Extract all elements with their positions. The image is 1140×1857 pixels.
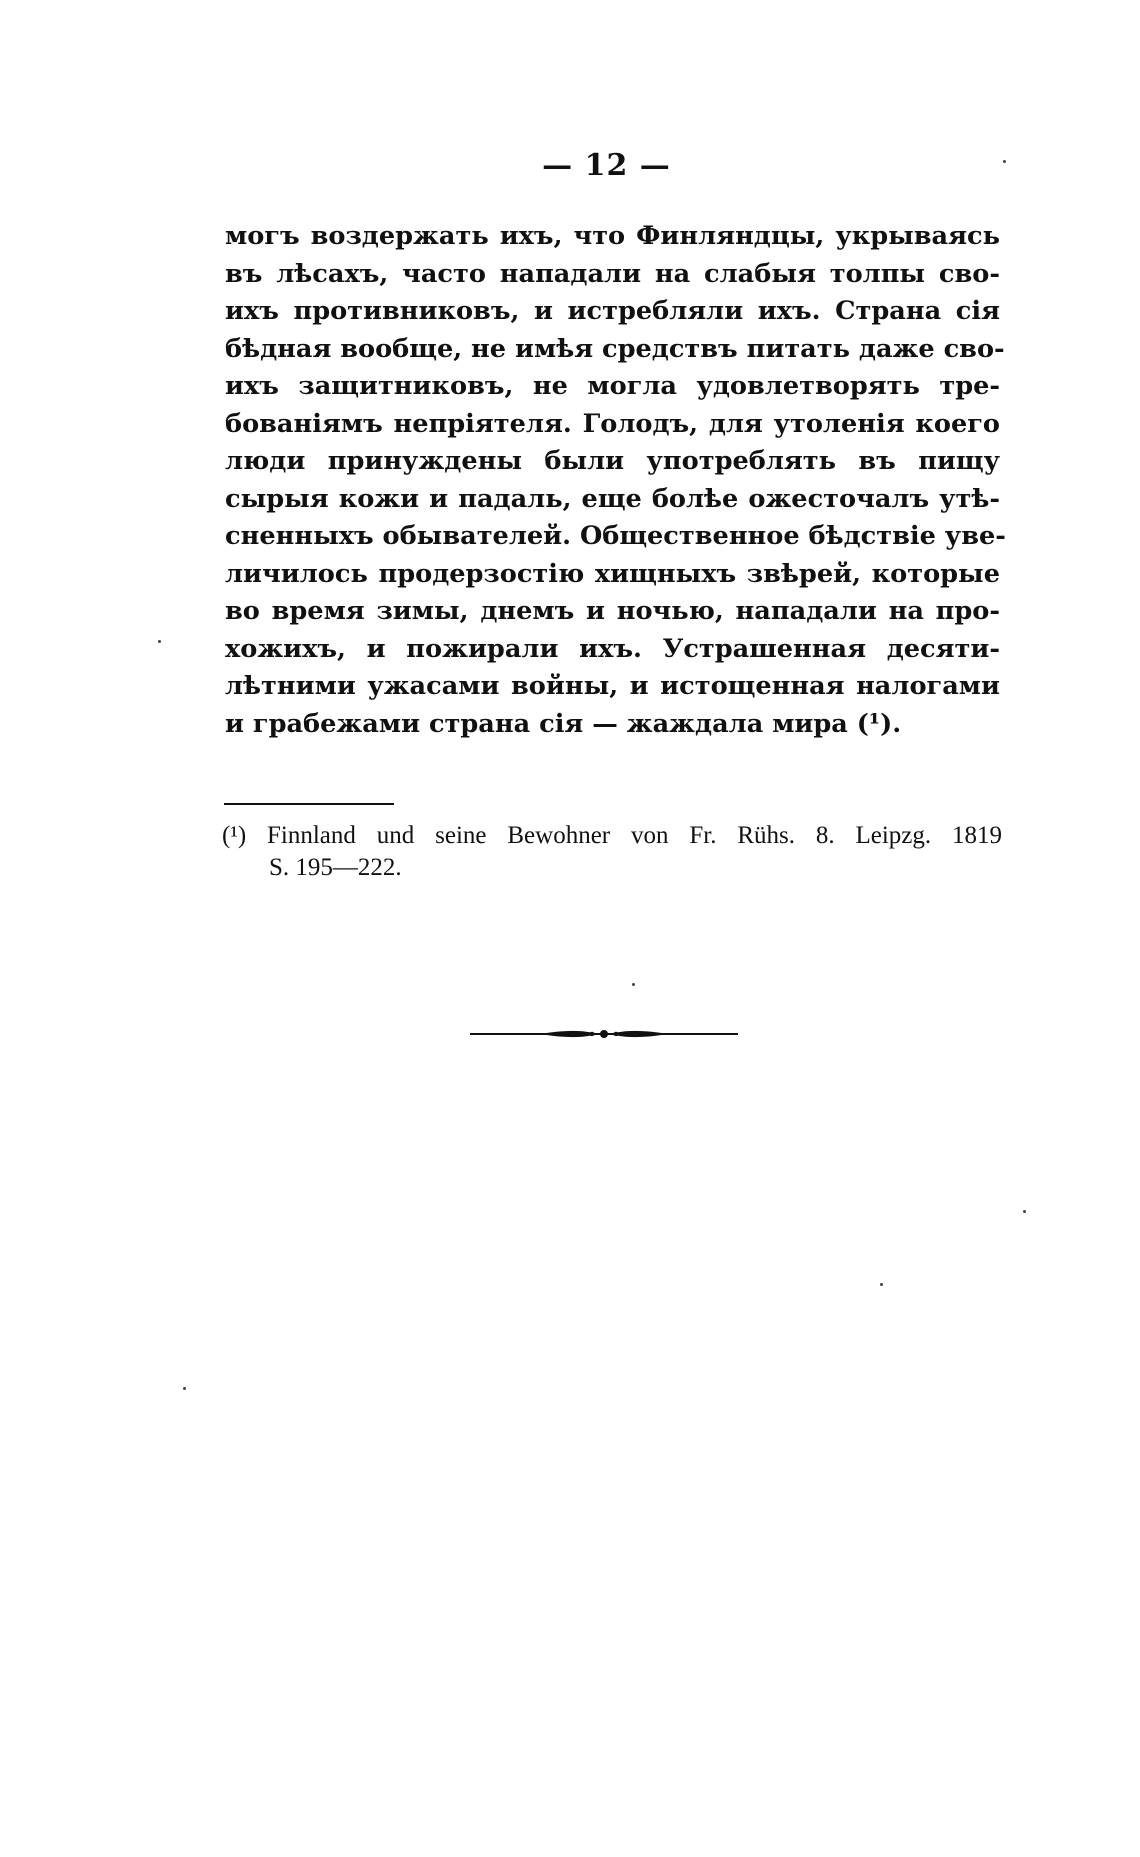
footnote-divider — [224, 803, 394, 805]
body-line: во время зимы, днемъ и ночью, нападали на про- — [225, 596, 1000, 626]
body-line: люди принуждены были употреблять въ пищу — [225, 446, 1000, 476]
print-speck — [1003, 160, 1006, 163]
body-line: хожихъ, и пожирали ихъ. Устрашенная десяти- — [225, 633, 1000, 664]
body-line: могъ воздержать ихъ, что Финляндцы, укрываясь — [225, 221, 1000, 251]
body-line: личилось продерзостію хищныхъ звѣрей, которые — [225, 558, 1000, 589]
body-line: бованіямъ непріятеля. Голодъ, для утоленія коего — [225, 408, 1000, 439]
body-line: въ лѣсахъ, часто нападали на слабыя толпы сво- — [225, 258, 1000, 289]
body-line: и грабежами страна сія — жаждала мира (¹). — [225, 708, 902, 739]
body-line: ихъ противниковъ, и истребляли ихъ. Страна сія — [225, 296, 1000, 326]
footnote-line: S. 195—222. — [269, 854, 402, 881]
print-speck — [880, 1283, 883, 1286]
tailpiece-ornament-icon — [470, 1026, 738, 1042]
print-speck — [183, 1387, 186, 1390]
print-speck — [632, 983, 635, 986]
body-line: ихъ защитниковъ, не могла удовлетворять тре- — [225, 371, 1000, 401]
body-line: сырыя кожи и падаль, еще болѣе ожесточалъ утѣ- — [225, 483, 1000, 514]
print-speck — [1023, 1210, 1026, 1213]
body-line: сненныхъ обывателей. Общественное бѣдствіе уве- — [225, 521, 1006, 551]
body-text — [225, 218, 1006, 743]
body-line: бѣдная вообще, не имѣя средствъ питать даже сво- — [225, 333, 1005, 364]
page-number: — 12 — — [542, 148, 671, 183]
body-line: лѣтними ужасами войны, и истощенная налогами — [225, 671, 1000, 701]
footnote — [222, 820, 1002, 884]
print-speck — [158, 640, 161, 643]
footnote-line: (¹) Finnland und seine Bewohner von Fr. Rühs. 8. Leipzg. 1819 — [222, 822, 1002, 849]
